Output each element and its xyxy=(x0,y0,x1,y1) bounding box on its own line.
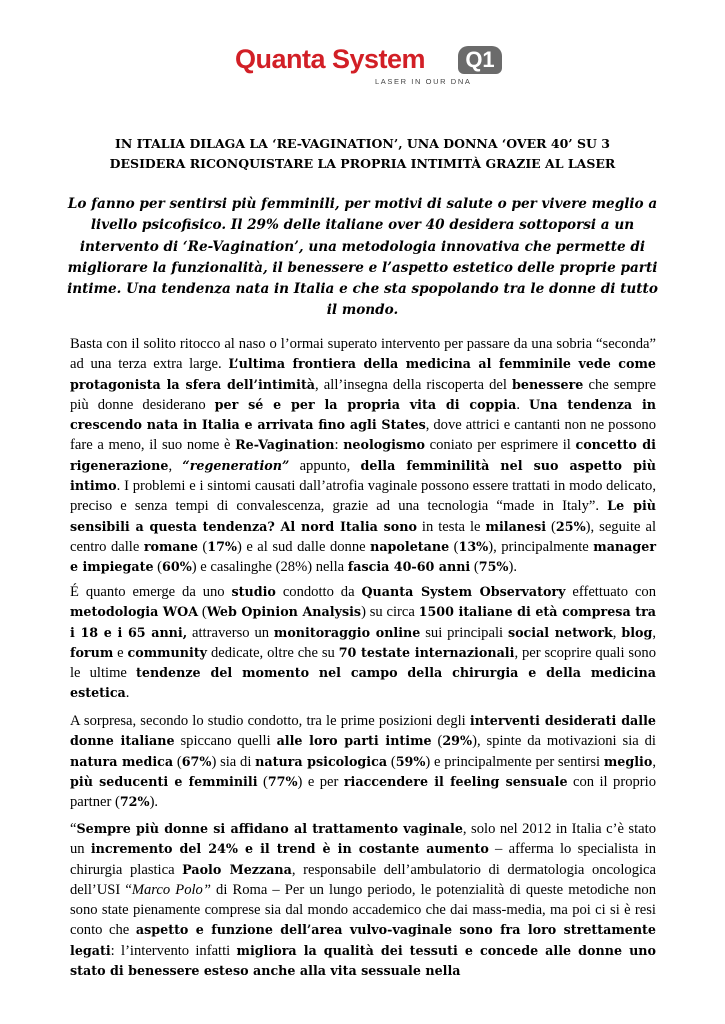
quanta-system-logo xyxy=(235,44,505,96)
p4-segment: “ xyxy=(70,821,77,837)
p1-segment: . I problemi e i sintomi causati dall’atrofia vaginale possono essere trattati in modo delicato, preciso e senza tempi di convalescenza, grazie ad una tecnologia “made in Italy”. xyxy=(70,478,656,515)
title-line-1: IN ITALIA DILAGA LA ‘RE-VAGINATION’, UNA DONNA ‘OVER 40’ SU 3 xyxy=(115,136,610,151)
p3-segment: natura psicologica xyxy=(255,753,388,769)
p1-segment: della femminilità nel suo aspetto più intimo xyxy=(70,457,656,494)
p2-segment: studio xyxy=(231,584,276,599)
p3-segment: ( xyxy=(387,753,396,770)
p4-segment: Marco Polo” xyxy=(131,881,211,898)
p2-segment: ( xyxy=(198,604,207,621)
p3-segment: ( xyxy=(257,773,268,790)
p1-segment: ). xyxy=(508,559,518,576)
p4-segment: Paolo Mezzana xyxy=(182,861,292,877)
p4-segment: , responsabile dell’ambulatorio di dermatologia oncologica dell’USI “ xyxy=(70,861,657,898)
p1-segment: romane xyxy=(143,538,198,554)
p3-segment: 77% xyxy=(267,773,298,789)
logo-tagline: LASER IN OUR DNA xyxy=(375,77,472,86)
p3-segment: natura medica xyxy=(70,753,174,769)
p1-segment: neologismo xyxy=(343,437,425,453)
p1-segment: , all’insegna della riscoperta del xyxy=(315,376,513,393)
p3-segment: ), spinte da motivazioni sia di xyxy=(472,733,656,750)
p3-segment: ) e per xyxy=(297,773,344,790)
page-title xyxy=(60,134,665,174)
p1-segment: , xyxy=(168,457,183,474)
p1-segment: ( xyxy=(470,559,479,576)
p3-segment: spiccano quelli xyxy=(174,733,277,750)
p3-segment: 72% xyxy=(119,794,150,810)
p1-segment: , dove attrici e cantanti non ne possono fare a meno, il suo nome è xyxy=(70,417,656,454)
p4-segment: Sempre più donne si affidano al trattamento vaginale xyxy=(76,821,463,836)
lead-paragraph: Lo fanno per sentirsi più femminili, per motivi di salute o per vivere meglio a livello psicofisico. Il 29% delle italiane over 40 desidera sottoporsi a un intervento di ‘Re-Vagination’, una metodologia innovativa che permette di migliorare la funzionalità, il benessere e l’aspetto estetico delle proprie parti intime. Una tendenza nata in Italia e che sta spopolando tra le donne di tutto il mondo. xyxy=(67,196,658,319)
p3-segment: ) e principalmente per sentirsi xyxy=(425,753,604,770)
p2-segment: sui principali xyxy=(420,624,508,641)
p2-segment: dedicate, oltre che su xyxy=(207,644,339,661)
p2-segment: tendenze del momento nel campo della chirurgia e della medicina estetica xyxy=(70,665,656,701)
p2-segment: , xyxy=(652,624,657,641)
p1-segment: fascia 40-60 anni xyxy=(347,559,471,575)
p1-segment: in testa le xyxy=(416,518,486,535)
p1-segment: Una tendenza in crescendo nata in Italia e arrivata fino agli States xyxy=(70,396,656,433)
p1-segment: coniato per esprimere il xyxy=(424,437,576,454)
p1-segment: che sempre più donne desiderano xyxy=(70,376,657,413)
p1-segment: “regeneration” xyxy=(182,457,290,473)
p1-segment: 25% xyxy=(555,518,586,534)
p1-segment: 60% xyxy=(162,559,192,575)
p4-segment: incremento del 24% e il trend è in costante aumento xyxy=(90,841,489,857)
p2-segment: , xyxy=(612,624,622,641)
p4-segment: – afferma lo specialista in chirurgia plastica xyxy=(70,841,656,878)
p1-segment: concetto di rigenerazione xyxy=(70,437,656,473)
p1-segment: 75% xyxy=(478,559,509,575)
p2-segment: forum xyxy=(70,644,114,660)
p3-segment: 59% xyxy=(395,753,426,769)
body-paragraph-1 xyxy=(70,334,656,578)
p2-segment: monitoraggio online xyxy=(273,624,421,640)
p2-segment: É quanto emerge da uno xyxy=(70,584,232,600)
body-paragraph-2 xyxy=(70,582,656,704)
p3-segment: riaccendere il feeling sensuale xyxy=(343,773,568,789)
p1-segment: L’ultima frontiera della medicina al femminile vede come protagonista la sfera dell’intimità xyxy=(70,356,656,392)
p1-segment: napoletane xyxy=(370,538,450,554)
p1-segment: benessere xyxy=(512,376,584,392)
p3-segment: 29% xyxy=(442,733,473,749)
p1-segment: : xyxy=(334,437,344,454)
p1-segment: Re-Vagination xyxy=(235,437,335,453)
p4-segment: aspetto e funzione dell’area vulvo-vaginale sono fra loro strettamente legati xyxy=(70,922,656,958)
p3-segment: interventi desiderati dalle donne italiane xyxy=(70,713,656,749)
p1-segment: ( xyxy=(153,559,163,576)
p1-segment: milanesi xyxy=(485,518,547,534)
p2-segment: Quanta System Observatory xyxy=(361,584,566,599)
p2-segment: , per scoprire quali sono le ultime xyxy=(70,644,656,682)
p1-segment: Le più sensibili a questa tendenza? Al nord Italia sono xyxy=(70,498,657,534)
p4-segment: , solo nel 2012 in Italia c’è stato un xyxy=(70,821,656,858)
p3-segment: più seducenti e femminili xyxy=(70,773,258,789)
p3-segment: ) sia di xyxy=(211,753,256,770)
p3-segment: ). xyxy=(149,794,159,811)
p3-segment: con il proprio partner ( xyxy=(70,773,657,811)
p1-segment: . xyxy=(516,396,530,413)
p1-segment: ( xyxy=(546,518,556,535)
title-line-2: DESIDERA RICONQUISTARE LA PROPRIA INTIMITÀ GRAZIE AL LASER xyxy=(109,156,616,171)
p2-segment: . xyxy=(125,685,130,702)
p2-segment: attraverso un xyxy=(187,624,274,641)
p2-segment: 70 testate internazionali xyxy=(338,644,515,660)
p3-segment: 67% xyxy=(181,753,212,769)
p1-segment: ) e casalinghe (28%) nella xyxy=(191,559,348,576)
logo-brand: Quanta System xyxy=(235,44,426,74)
p1-segment: manager e impiegate xyxy=(70,538,657,575)
p1-segment: 17% xyxy=(207,538,237,554)
p4-segment: di Roma – Per un lungo periodo, le potenzialità di queste metodiche non sono state pienamente comprese sia dal mondo accademico che dai mass-media, ma poi ci si è resi conto che xyxy=(70,881,656,939)
p1-segment: 13% xyxy=(458,538,489,554)
p2-segment: metodologia WOA xyxy=(70,604,199,620)
p3-segment: ( xyxy=(173,753,182,770)
p1-segment: Basta con il solito ritocco al naso o l’ormai superato intervento per passare da una sobria “seconda” ad una terza extra large. xyxy=(70,336,656,373)
p4-segment: : l’intervento infatti xyxy=(110,942,237,959)
p2-segment: condotto da xyxy=(275,584,362,600)
p3-segment: alle loro parti intime xyxy=(276,733,432,749)
body-paragraph-4 xyxy=(70,819,656,981)
p2-segment: Web Opinion Analysis xyxy=(206,604,362,620)
p1-segment: appunto, xyxy=(289,457,361,474)
body-paragraph-3 xyxy=(70,711,656,812)
p2-segment: ) su circa xyxy=(361,604,419,621)
p2-segment: social network xyxy=(507,624,613,640)
p2-segment: community xyxy=(127,644,208,660)
p1-segment: ) e al sud dalle donne xyxy=(236,538,371,555)
p1-segment: ), principalmente xyxy=(488,538,594,555)
p4-segment: migliora la qualità dei tessuti e concede alle donne uno stato di benessere esteso anche alla vita sessuale nella xyxy=(70,942,656,979)
p3-segment: ( xyxy=(431,733,443,750)
p2-segment: 1500 italiane di età compresa tra i 18 e i 65 anni, xyxy=(70,604,656,640)
p3-segment: A sorpresa, secondo lo studio condotto, tra le prime posizioni degli xyxy=(70,713,470,729)
p3-segment: meglio xyxy=(603,753,653,769)
p1-segment: ( xyxy=(449,538,459,555)
p2-segment: blog xyxy=(621,624,653,640)
p1-segment: ), seguite al centro dalle xyxy=(70,518,656,555)
logo-badge: Q1 xyxy=(458,46,502,74)
p2-segment: effettuato con xyxy=(565,584,657,600)
p3-segment: , xyxy=(652,753,656,770)
p2-segment: e xyxy=(113,644,128,661)
p1-segment: per sé e per la propria vita di coppia xyxy=(214,396,517,412)
p1-segment: ( xyxy=(197,538,208,555)
